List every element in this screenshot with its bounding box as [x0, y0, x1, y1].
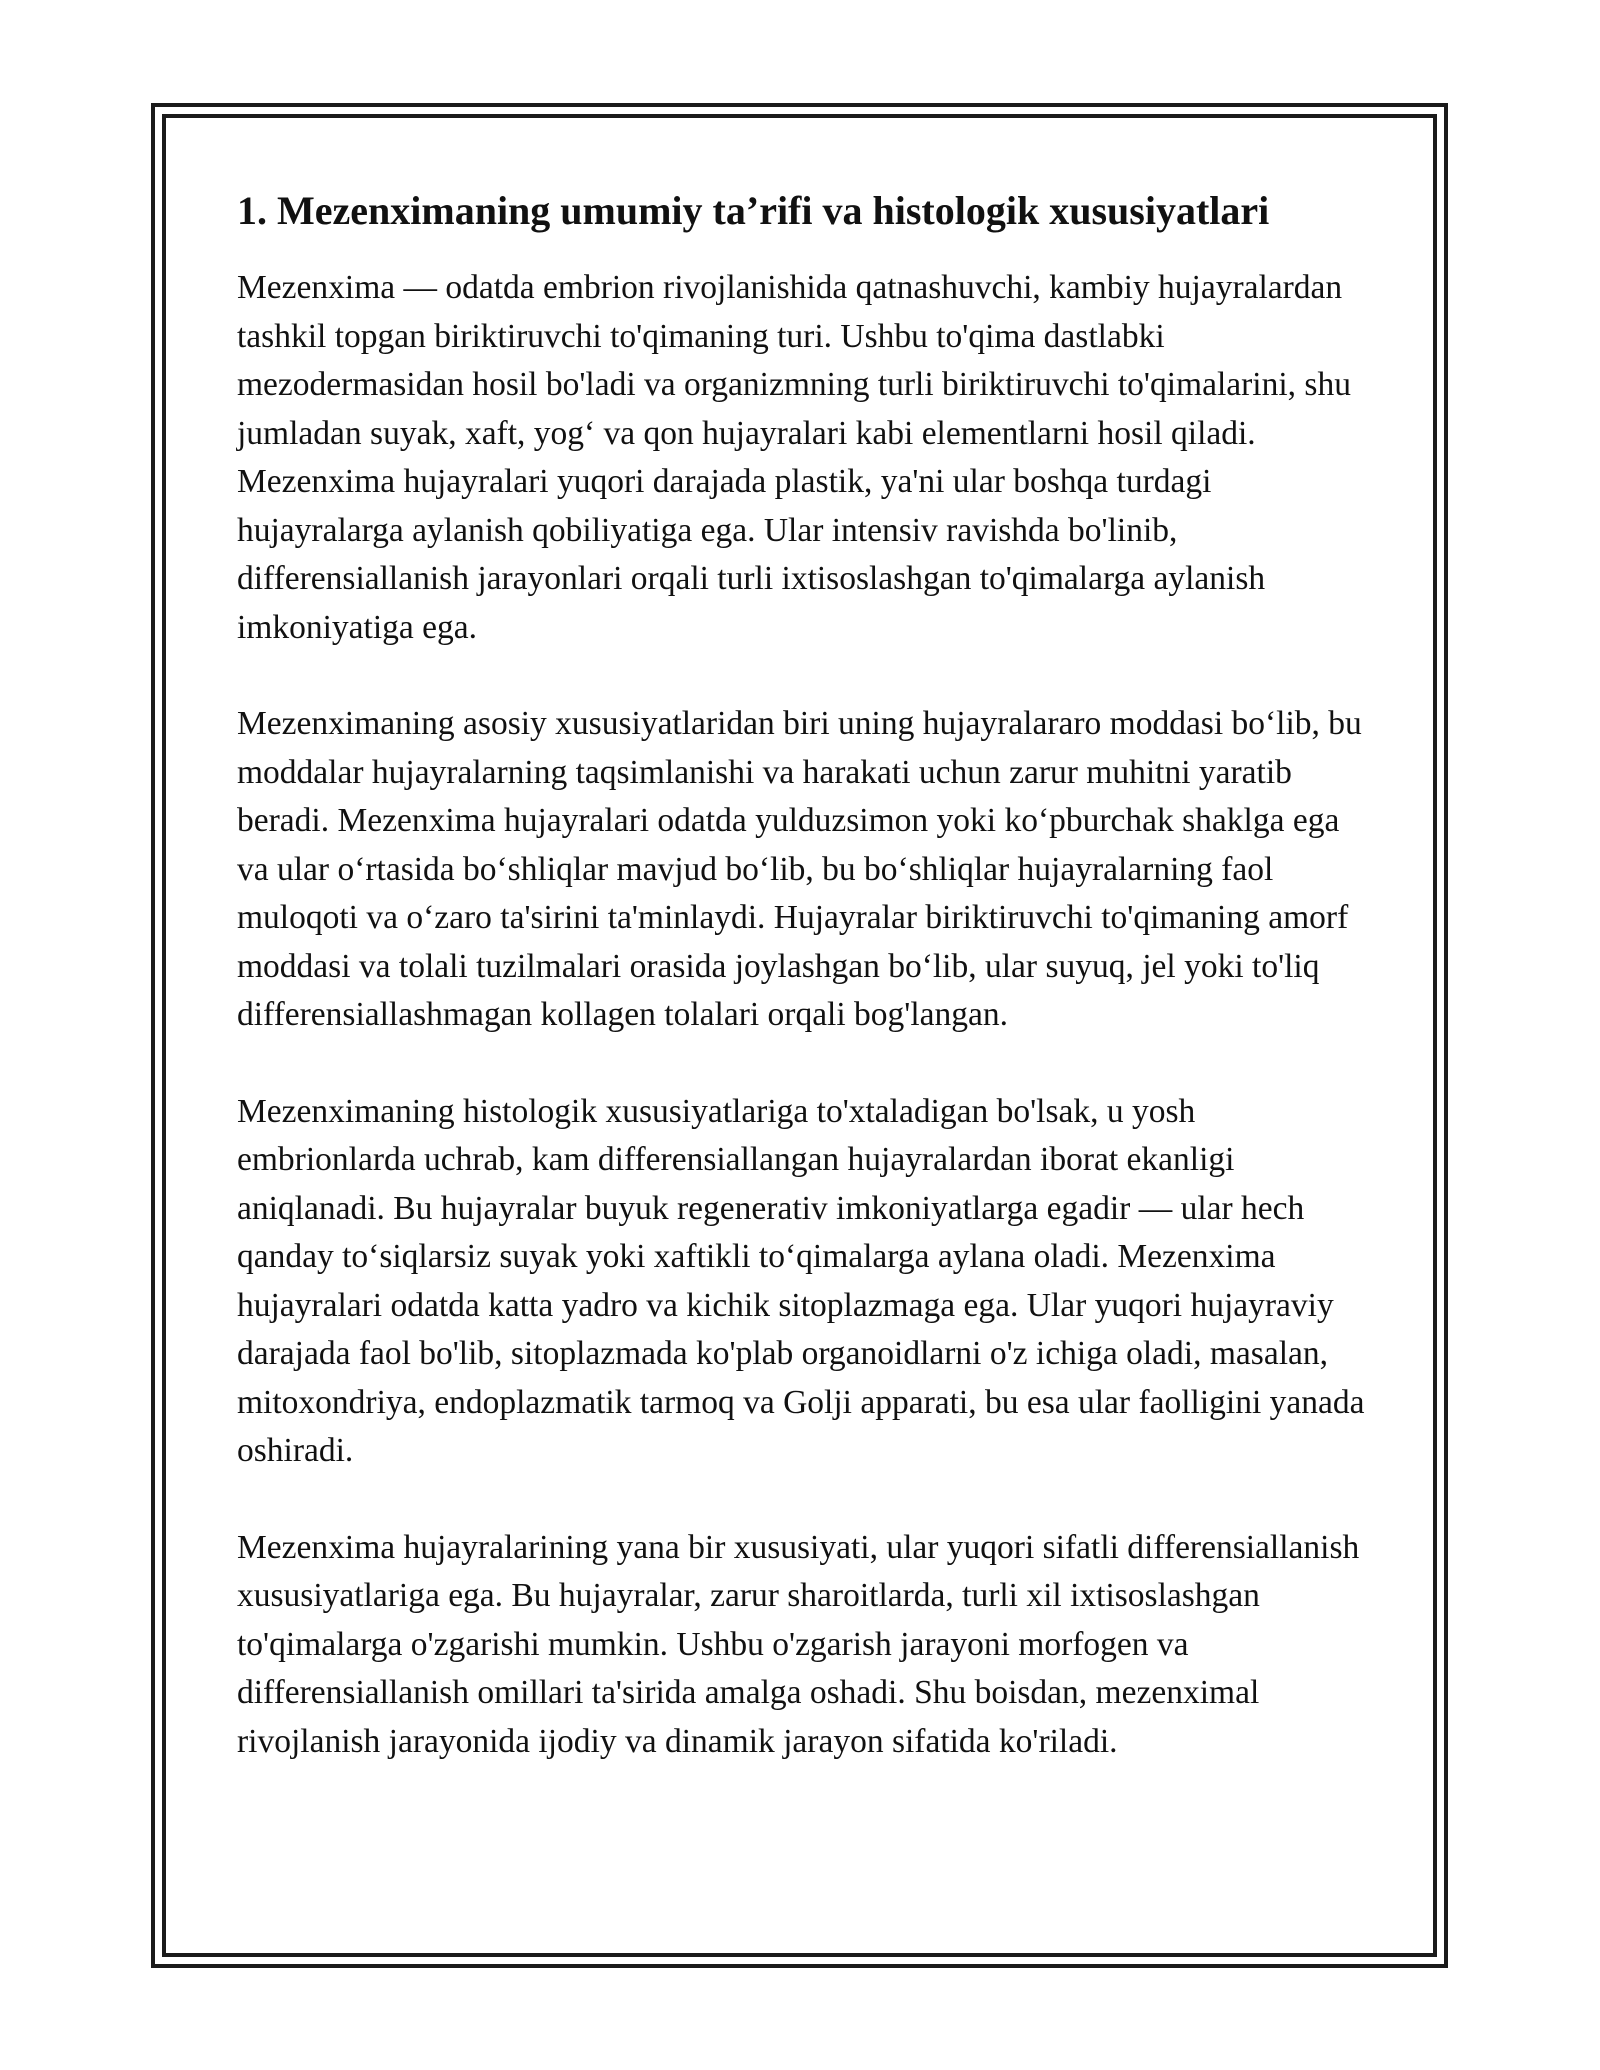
paragraph-definition: Mezenxima — odatda embrion rivojlanishida qatnashuvchi, kambiy hujayralardan tashkil topgan biriktiruvchi to'qimaning turi. Ushbu to'qima dastlabki mezodermasidan hosil bo'ladi va organizmning turli biriktiruvchi to'qimalarini, shu jumladan suyak, xaft, yog‘ va qon hujayralari kabi elementlarni hosil qiladi. Mezenxima hujayralari yuqori darajada plastik, ya'ni ular boshqa turdagi hujayralarga aylanish qobiliyatiga ega. Ular intensiv ravishda bo'linib, differensiallanish jarayonlari orqali turli ixtisoslashgan to'qimalarga aylanish imkoniyatiga ega. [237, 269, 1351, 646]
document-body [237, 186, 1377, 1766]
paragraph-histological-features: Mezenximaning histologik xususiyatlariga to'xtaladigan bo'lsak, u yosh embrionlarda uchrab, kam differensiallangan hujayralardan iborat ekanligi aniqlanadi. Bu hujayralar buyuk regenerativ imkoniyatlarga egadir — ular hech qanday to‘siqlarsiz suyak yoki xaftikli to‘qimalarga aylana oladi. Mezenxima hujayralari odatda katta yadro va kichik sitoplazmaga ega. Ular yuqori hujayraviy darajada faol bo'lib, sitoplazmada ko'plab organoidlarni o'z ichiga oladi, masalan, mitoxondriya, endoplazmatik tarmoq va Golji apparati, bu esa ular faolligini yanada oshiradi. [237, 1092, 1365, 1469]
paragraph-intercellular-substance: Mezenximaning asosiy xususiyatlaridan biri uning hujayralararo moddasi bo‘lib, bu moddalar hujayralarning taqsimlanishi va harakati uchun zarur muhitni yaratib beradi. Mezenxima hujayralari odatda yulduzsimon yoki ko‘pburchak shaklga ega va ular o‘rtasida bo‘shliqlar mavjud bo‘lib, bu bo‘shliqlar hujayralarning faol muloqoti va o‘zaro ta'sirini ta'minlaydi. Hujayralar biriktiruvchi to'qimaning amorf moddasi va tolali tuzilmalari orasida joylashgan bo‘lib, ular suyuq, jel yoki to'liq differensiallashmagan kollagen tolalari orqali bog'langan. [237, 705, 1362, 1033]
paragraph-differentiation: Mezenxima hujayralarining yana bir xususiyati, ular yuqori sifatli differensiallanish xususiyatlariga ega. Bu hujayralar, zarur sharoitlarda, turli xil ixtisoslashgan to'qimalarga o'zgarishi mumkin. Ushbu o'zgarish jarayoni morfogen va differensiallanish omillari ta'sirida amalga oshadi. Shu boisdan, mezenximal rivojlanish jarayonida ijodiy va dinamik jarayon sifatida ko'riladi. [237, 1528, 1360, 1760]
section-title: 1. Mezenximaning umumiy ta’rifi va histologik xususiyatlari [237, 188, 1270, 233]
